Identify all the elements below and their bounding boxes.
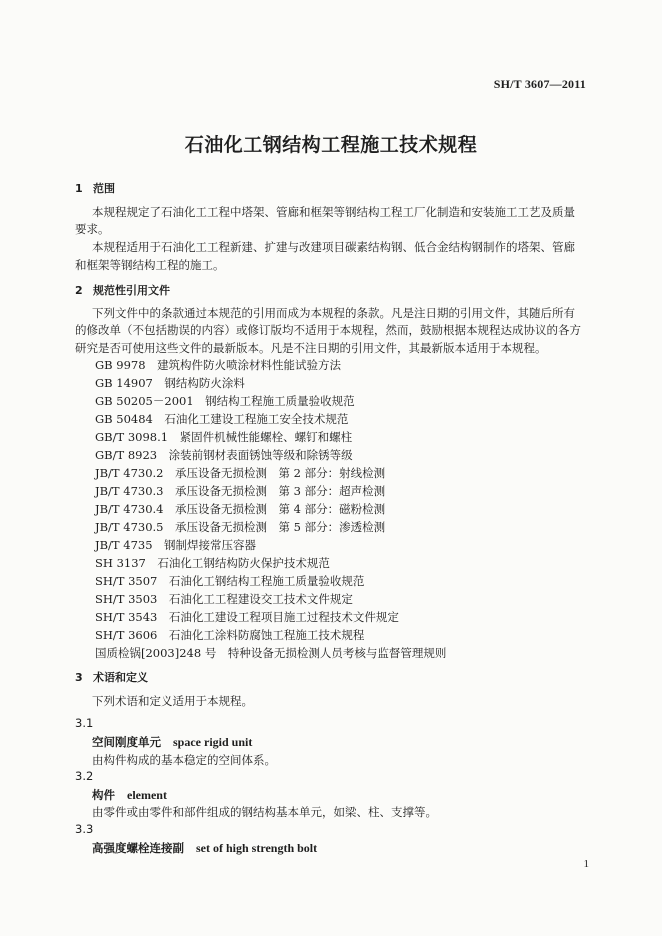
- terms-intro: 下列术语和定义适用于本规程。: [92, 694, 253, 708]
- term-number: 3.2: [75, 769, 94, 783]
- section-1-heading: 1 范围: [75, 182, 115, 195]
- refs-intro-line3: 研究是否可使用这些文件的最新版本。凡是不注日期的引用文件，其最新版本适用于本规程。: [75, 341, 547, 355]
- term-name: 构件 element: [92, 788, 167, 802]
- reference-item: GB 9978 建筑构件防火喷涂材料性能试验方法: [95, 358, 342, 372]
- reference-item: GB 50205－2001 钢结构工程施工质量验收规范: [95, 394, 355, 408]
- reference-item: SH/T 3503 石油化工工程建设交工技术文件规定: [95, 592, 353, 606]
- standard-code: SH/T 3607—2011: [493, 77, 586, 91]
- document-title: 石油化工钢结构工程施工技术规程: [184, 134, 478, 156]
- term-number: 3.3: [75, 822, 94, 836]
- reference-item: JB/T 4735 钢制焊接常压容器: [95, 538, 257, 552]
- reference-item: JB/T 4730.5 承压设备无损检测 第 5 部分：渗透检测: [95, 520, 386, 534]
- reference-item: JB/T 4730.4 承压设备无损检测 第 4 部分：磁粉检测: [95, 502, 386, 516]
- scope-para1-line1: 本规程规定了石油化工工程中塔架、管廊和框架等钢结构工程工厂化制造和安装施工工艺及质量: [92, 205, 575, 219]
- reference-item: SH/T 3543 石油化工建设工程项目施工过程技术文件规定: [95, 610, 399, 624]
- reference-item: SH/T 3507 石油化工钢结构工程施工质量验收规范: [95, 574, 365, 588]
- reference-item: 国质检锅[2003]248 号 特种设备无损检测人员考核与监督管理规则: [95, 646, 447, 660]
- reference-item: GB 50484 石油化工建设工程施工安全技术规范: [95, 412, 349, 426]
- reference-item: GB/T 8923 涂装前钢材表面锈蚀等级和除锈等级: [95, 448, 353, 462]
- page-number: 1: [583, 858, 589, 870]
- term-name: 空间刚度单元 space rigid unit: [92, 735, 253, 749]
- refs-intro-line1: 下列文件中的条款通过本规范的引用而成为本规程的条款。凡是注日期的引用文件，其随后所有: [92, 306, 575, 320]
- term-name: 高强度螺栓连接副 set of high strength bolt: [92, 841, 318, 855]
- reference-item: SH 3137 石油化工钢结构防火保护技术规范: [95, 556, 330, 570]
- scope-para1-line2: 要求。: [75, 222, 110, 236]
- scope-para2-line2: 和框架等钢结构工程的施工。: [75, 258, 225, 272]
- term-definition: 由零件或由零件和部件组成的钢结构基本单元，如梁、柱、支撑等。: [92, 805, 437, 819]
- reference-item: GB/T 3098.1 紧固件机械性能螺栓、螺钉和螺柱: [95, 430, 353, 444]
- term-number: 3.1: [75, 716, 94, 730]
- reference-item: SH/T 3606 石油化工涂料防腐蚀工程施工技术规程: [95, 628, 365, 642]
- reference-item: GB 14907 钢结构防火涂料: [95, 376, 245, 390]
- reference-item: JB/T 4730.3 承压设备无损检测 第 3 部分：超声检测: [95, 484, 386, 498]
- reference-item: JB/T 4730.2 承压设备无损检测 第 2 部分：射线检测: [95, 466, 386, 480]
- refs-intro-line2: 的修改单（不包括勘误的内容）或修订版均不适用于本规程，然而，鼓励根据本规程达成协议的各方: [75, 323, 581, 337]
- scope-para2-line1: 本规程适用于石油化工工程新建、扩建与改建项目碳素结构钢、低合金结构钢制作的塔架、管廊: [92, 240, 575, 254]
- section-2-heading: 2 规范性引用文件: [75, 284, 170, 297]
- section-3-heading: 3 术语和定义: [75, 671, 148, 684]
- term-definition: 由构件构成的基本稳定的空间体系。: [92, 753, 276, 767]
